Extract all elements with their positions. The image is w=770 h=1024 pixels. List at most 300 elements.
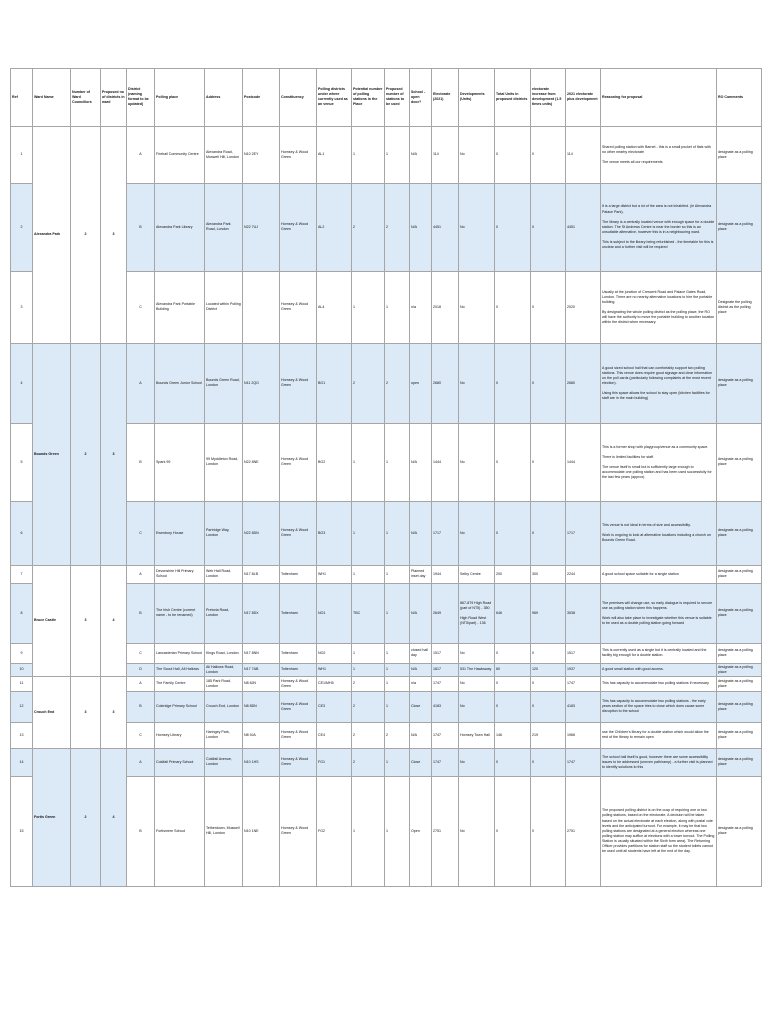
table-row bbox=[11, 565, 762, 583]
constituency-cell: Tottenham bbox=[280, 565, 317, 583]
district-cell: A bbox=[127, 565, 155, 583]
district-cell: C bbox=[127, 643, 155, 663]
ro-cell: designate as a polling place bbox=[717, 676, 762, 691]
current-district-cell: FG1 bbox=[317, 748, 352, 776]
reasoning-paragraph: Work will also take place to investigate whether this venue is suitable to be used as a double polling station going forward bbox=[602, 615, 712, 625]
reasoning-cell bbox=[601, 271, 717, 343]
postcode-cell: N10 2EY bbox=[243, 126, 280, 183]
electorate-cell: 2680 bbox=[432, 343, 459, 423]
ref-cell: 7 bbox=[11, 565, 33, 583]
proposed-cell: 1 bbox=[385, 776, 410, 886]
ro-cell: designate as a polling place bbox=[717, 643, 762, 663]
electorate-cell: 2649 bbox=[432, 583, 459, 643]
ward-councillors-cell: 2 bbox=[71, 343, 101, 565]
postcode-cell: N22 8DN bbox=[243, 501, 280, 565]
total-electorate-cell: 4183 bbox=[566, 691, 601, 722]
potential-cell: 1 bbox=[352, 271, 385, 343]
reasoning-paragraph: Usually at the junction of Crescent Road and Palace Gates Road, London. There are no nearby alternative locations to hire the portable building. bbox=[602, 289, 713, 304]
potential-cell: 2 bbox=[352, 691, 385, 722]
proposed-cell: 1 bbox=[385, 423, 410, 501]
ward-councillors-cell: 2 bbox=[71, 126, 101, 343]
polling-place-cell: Coldfall Primary School bbox=[155, 748, 205, 776]
constituency-cell: Hornsey & Wood Green bbox=[280, 183, 317, 271]
header-cell: Ref bbox=[11, 69, 33, 127]
constituency-cell: Tottenham bbox=[280, 663, 317, 676]
address-cell: Pretoria Road, London bbox=[205, 583, 243, 643]
total-electorate-cell: 1717 bbox=[566, 501, 601, 565]
reasoning-paragraph: The library is a centrally located venue with enough space for a double station. The St Andrews Centre is near the border so this is an unsuitable alternative, however this is in a neighbouring ward. bbox=[602, 219, 715, 234]
reasoning-paragraph: This venue is not ideal in terms of size and accessibility. bbox=[602, 523, 691, 528]
reasoning-cell bbox=[601, 776, 717, 886]
total-units-cell: 0 bbox=[495, 271, 531, 343]
potential-cell: 1 bbox=[352, 423, 385, 501]
developments-cell: No bbox=[459, 643, 495, 663]
address-cell: Located within Polling District bbox=[205, 271, 243, 343]
developments-cell: No bbox=[459, 748, 495, 776]
increase-cell: 0 bbox=[531, 643, 566, 663]
proposed-cell: 1 bbox=[385, 663, 410, 676]
district-cell: B bbox=[127, 423, 155, 501]
potential-cell: 1 bbox=[352, 565, 385, 583]
address-cell: 185 Park Road, London bbox=[205, 676, 243, 691]
reasoning-cell bbox=[601, 676, 717, 691]
constituency-cell: Hornsey & Wood Green bbox=[280, 126, 317, 183]
constituency-cell: Hornsey & Wood Green bbox=[280, 343, 317, 423]
table-row bbox=[11, 748, 762, 776]
school-cell: Close bbox=[410, 691, 432, 722]
table-row bbox=[11, 343, 762, 423]
ward-councillors-cell: 2 bbox=[71, 748, 101, 886]
electorate-cell: 2018 bbox=[432, 271, 459, 343]
postcode-cell: N22 7UJ bbox=[243, 183, 280, 271]
school-cell: open bbox=[410, 343, 432, 423]
total-units-cell: 0 bbox=[495, 501, 531, 565]
increase-cell: 219 bbox=[531, 722, 566, 748]
header-cell: Electorate (2021) bbox=[432, 69, 459, 127]
postcode-cell bbox=[243, 271, 280, 343]
ref-cell: 15 bbox=[11, 776, 33, 886]
total-electorate-cell: 1747 bbox=[566, 748, 601, 776]
header-cell: Potential number of polling stations in the Place bbox=[352, 69, 385, 127]
proposed-cell: 2 bbox=[385, 722, 410, 748]
postcode-cell: N8 8DN bbox=[243, 691, 280, 722]
increase-cell: 0 bbox=[531, 271, 566, 343]
school-cell: Close bbox=[410, 748, 432, 776]
polling-place-cell: Hornsey Library bbox=[155, 722, 205, 748]
header-cell: School - open door? bbox=[410, 69, 432, 127]
district-cell: B bbox=[127, 583, 155, 643]
postcode-cell: N17 8NN bbox=[243, 643, 280, 663]
potential-cell: 1 bbox=[352, 501, 385, 565]
reasoning-paragraph: A good school space suitable for a single station bbox=[602, 571, 679, 576]
ref-cell: 3 bbox=[11, 271, 33, 343]
developments-cell: No bbox=[459, 423, 495, 501]
proposed-cell: 1 bbox=[385, 565, 410, 583]
ref-cell: 2 bbox=[11, 183, 33, 271]
ward-name-cell: Bounds Green bbox=[33, 343, 71, 565]
ref-cell: 8 bbox=[11, 583, 33, 643]
polling-place-cell: Coleridge Primary School bbox=[155, 691, 205, 722]
current-district-cell: CE3 bbox=[317, 691, 352, 722]
reasoning-cell bbox=[601, 643, 717, 663]
potential-cell: 1 bbox=[352, 126, 385, 183]
total-units-cell: 0 bbox=[495, 776, 531, 886]
constituency-cell: Hornsey & Wood Green bbox=[280, 423, 317, 501]
current-district-cell: AL2 bbox=[317, 183, 352, 271]
ro-cell: designate as a polling place bbox=[717, 423, 762, 501]
ward-councillors-cell: 3 bbox=[71, 676, 101, 748]
polling-place-cell: The Family Centre bbox=[155, 676, 205, 691]
potential-cell: 2 bbox=[352, 343, 385, 423]
reasoning-paragraph: Using this space allows the school to stay open (kitchen facilities for staff are in the main building) bbox=[602, 390, 710, 400]
ro-cell: designate as a polling place bbox=[717, 343, 762, 423]
reasoning-paragraph: Shared polling station with Barnet - this is a small pocket of flats with no other nearby electorate bbox=[602, 144, 711, 154]
district-cell: B bbox=[127, 776, 155, 886]
current-district-cell: NO1 bbox=[317, 583, 352, 643]
electorate-cell: 1517 bbox=[432, 643, 459, 663]
reasoning-cell bbox=[601, 663, 717, 676]
total-electorate-cell: 1747 bbox=[566, 676, 601, 691]
header-cell: RO Comments bbox=[717, 69, 762, 127]
postcode-cell: N10 1NE bbox=[243, 776, 280, 886]
address-cell: Alexandra Park Road, London bbox=[205, 183, 243, 271]
polling-place-cell: Fireball Community Centre bbox=[155, 126, 205, 183]
total-electorate-cell: 2244 bbox=[566, 565, 601, 583]
constituency-cell: Tottenham bbox=[280, 583, 317, 643]
ward-districts-cell: 3 bbox=[101, 676, 127, 748]
electorate-cell: 4451 bbox=[432, 183, 459, 271]
polling-place-cell: Spark 99 bbox=[155, 423, 205, 501]
ref-cell: 13 bbox=[11, 722, 33, 748]
school-cell: Planned inset day bbox=[410, 565, 432, 583]
address-cell: Bounds Green Road, London bbox=[205, 343, 243, 423]
ref-cell: 5 bbox=[11, 423, 33, 501]
total-electorate-cell: 1937 bbox=[566, 663, 601, 676]
postcode-cell: N17 7AB bbox=[243, 663, 280, 676]
potential-cell: 2 bbox=[352, 722, 385, 748]
current-district-cell: BG2 bbox=[317, 423, 352, 501]
ref-cell: 9 bbox=[11, 643, 33, 663]
reasoning-cell bbox=[601, 183, 717, 271]
current-district-cell: CE4 bbox=[317, 722, 352, 748]
ref-cell: 10 bbox=[11, 663, 33, 676]
school-cell: N/A bbox=[410, 663, 432, 676]
current-district-cell: FG2 bbox=[317, 776, 352, 886]
polling-place-cell: Ewenbury House bbox=[155, 501, 205, 565]
school-cell: Open bbox=[410, 776, 432, 886]
address-cell: All Hallows Road, London bbox=[205, 663, 243, 676]
ro-cell: Designate the polling district as the polling place bbox=[717, 271, 762, 343]
proposed-cell: 1 bbox=[385, 126, 410, 183]
ref-cell: 12 bbox=[11, 691, 33, 722]
header-cell: Number of Ward Councillors bbox=[71, 69, 101, 127]
total-electorate-cell: 4451 bbox=[566, 183, 601, 271]
polling-place-cell: The Irish Centre (current name - to be renamed) bbox=[155, 583, 205, 643]
reasoning-paragraph: The venue meets all our requirements bbox=[602, 159, 663, 164]
increase-cell: 969 bbox=[531, 583, 566, 643]
header-cell: Proposed no of districts in ward bbox=[101, 69, 127, 127]
total-units-cell: 0 bbox=[495, 676, 531, 691]
polling-place-cell: Bounds Green Junior School bbox=[155, 343, 205, 423]
district-cell: B bbox=[127, 183, 155, 271]
current-district-cell: WH1 bbox=[317, 565, 352, 583]
header-cell: Developments (Units) bbox=[459, 69, 495, 127]
constituency-cell: Hornsey & Wood Green bbox=[280, 776, 317, 886]
constituency-cell: Hornsey & Wood Green bbox=[280, 271, 317, 343]
header-cell: electorate increase from development (1.5 times units) bbox=[531, 69, 566, 127]
electorate-cell: 1747 bbox=[432, 722, 459, 748]
ro-cell: designate as a polling place bbox=[717, 501, 762, 565]
electorate-cell: 1444 bbox=[432, 423, 459, 501]
current-district-cell: NO2 bbox=[317, 643, 352, 663]
reasoning-paragraph: There is limited facilities for staff. bbox=[602, 454, 655, 459]
proposed-cell: 2 bbox=[385, 343, 410, 423]
header-cell: District (naming format to be updated) bbox=[127, 69, 155, 127]
increase-cell: 120 bbox=[531, 663, 566, 676]
district-cell: A bbox=[127, 343, 155, 423]
reasoning-paragraph: use the Children's library for a double station which would allow the rest of the library to remain open bbox=[602, 730, 709, 740]
table-row bbox=[11, 676, 762, 691]
total-units-cell: 146 bbox=[495, 722, 531, 748]
reasoning-cell bbox=[601, 126, 717, 183]
address-cell: Partridge Way, London bbox=[205, 501, 243, 565]
header-cell: Constituency bbox=[280, 69, 317, 127]
school-cell: n/a bbox=[410, 676, 432, 691]
increase-cell: 0 bbox=[531, 183, 566, 271]
electorate-cell: 1717 bbox=[432, 501, 459, 565]
potential-cell: 2 bbox=[352, 748, 385, 776]
school-cell: N/A bbox=[410, 501, 432, 565]
ro-cell: designate as a polling place bbox=[717, 748, 762, 776]
reasoning-cell bbox=[601, 423, 717, 501]
increase-cell: 0 bbox=[531, 501, 566, 565]
potential-cell: 1 bbox=[352, 663, 385, 676]
potential-cell: 1 bbox=[352, 776, 385, 886]
developments-cell: Hornsey Town Hall bbox=[459, 722, 495, 748]
school-cell: n/a bbox=[410, 271, 432, 343]
developments-cell: 867-879 High Road (part of NT5) - 350 High Road West (NT5/part) - 136 bbox=[459, 583, 495, 643]
district-cell: B bbox=[127, 691, 155, 722]
district-cell: C bbox=[127, 722, 155, 748]
total-units-cell: 0 bbox=[495, 126, 531, 183]
header-cell: Total Units in proposed districts bbox=[495, 69, 531, 127]
table-row bbox=[11, 126, 762, 183]
ref-cell: 4 bbox=[11, 343, 33, 423]
ro-cell: designate as a polling place bbox=[717, 565, 762, 583]
constituency-cell: Tottenham bbox=[280, 643, 317, 663]
reasoning-paragraph: The venue itself is small but is sufficiently large enough to accommodate one polling station and has been used successfully for the last few years (approx). bbox=[602, 464, 712, 479]
constituency-cell: Hornsey & Wood Green bbox=[280, 676, 317, 691]
reasoning-paragraph: By designating the whole polling district as the polling place, the RO will have the authority to move the portable building to another location within the district when necessary. bbox=[602, 309, 715, 324]
reasoning-cell bbox=[601, 501, 717, 565]
developments-cell: No bbox=[459, 691, 495, 722]
potential-cell: 1 bbox=[352, 643, 385, 663]
ward-councillors-cell: 3 bbox=[71, 565, 101, 676]
potential-cell: TBC bbox=[352, 583, 385, 643]
polling-districts-table bbox=[10, 68, 762, 887]
header-cell: Ward Name bbox=[33, 69, 71, 127]
reasoning-cell bbox=[601, 583, 717, 643]
increase-cell: 0 bbox=[531, 126, 566, 183]
current-district-cell: AL4 bbox=[317, 271, 352, 343]
address-cell: Alexandra Road, Muswell Hill, London bbox=[205, 126, 243, 183]
ro-cell: designate as a polling place bbox=[717, 583, 762, 643]
postcode-cell: N8 8JN bbox=[243, 676, 280, 691]
postcode-cell: N8 9JA bbox=[243, 722, 280, 748]
developments-cell: No bbox=[459, 183, 495, 271]
reasoning-paragraph: This has capacity to accommodate two polling stations if necessary bbox=[602, 681, 709, 686]
electorate-cell: 4183 bbox=[432, 691, 459, 722]
developments-cell: No bbox=[459, 271, 495, 343]
reasoning-paragraph: A good small station with good access. bbox=[602, 667, 664, 672]
ward-name-cell: Crouch End bbox=[33, 676, 71, 748]
total-electorate-cell: 1444 bbox=[566, 423, 601, 501]
increase-cell: 0 bbox=[531, 676, 566, 691]
proposed-cell: 1 bbox=[385, 691, 410, 722]
reasoning-cell bbox=[601, 722, 717, 748]
reasoning-cell bbox=[601, 565, 717, 583]
developments-cell: 531 The Hawksway bbox=[459, 663, 495, 676]
header-row bbox=[11, 69, 762, 127]
ward-name-cell: Bruce Castle bbox=[33, 565, 71, 676]
reasoning-paragraph: This has capacity to accommodate two polling stations - the early years section of the space tries to close which does cause some disruption to the school bbox=[602, 699, 706, 714]
electorate-cell: 2751 bbox=[432, 776, 459, 886]
postcode-cell: N17 8LB bbox=[243, 565, 280, 583]
reasoning-paragraph: The premises will change use, so early dialogue is required to secure use as polling station when this happens. bbox=[602, 600, 713, 610]
reasoning-paragraph: The proposed polling district is on the cusp of requiring one or two polling stations, based on the electorate. A decision will be taken based on the actual electorate at each election, along with postal vote levels and the anticipated turnout. For example, it may be that two polling stations are designated at a general election whereas one polling station may suffice at elections with a lower turnout. The Polling Station is usually situated within the Sixth form area). The Returning Officer provides partitions for station staff so the student toilets cannot be used until all students have left at the end of the day. bbox=[602, 808, 715, 854]
electorate-cell: 1944 bbox=[432, 565, 459, 583]
electorate-cell: 1817 bbox=[432, 663, 459, 676]
developments-cell: No bbox=[459, 126, 495, 183]
current-district-cell: WH1 bbox=[317, 663, 352, 676]
electorate-cell: 114 bbox=[432, 126, 459, 183]
increase-cell: 0 bbox=[531, 691, 566, 722]
header-cell: Address bbox=[205, 69, 243, 127]
developments-cell: No bbox=[459, 501, 495, 565]
ro-cell: designate as a polling place bbox=[717, 776, 762, 886]
table-body bbox=[11, 126, 762, 886]
ward-districts-cell: 3 bbox=[101, 126, 127, 343]
address-cell: Haringey Park, London bbox=[205, 722, 243, 748]
address-cell: 99 Myddleton Road, London bbox=[205, 423, 243, 501]
district-cell: A bbox=[127, 676, 155, 691]
ref-cell: 6 bbox=[11, 501, 33, 565]
ward-districts-cell: 3 bbox=[101, 343, 127, 565]
school-cell: N/A bbox=[410, 583, 432, 643]
reasoning-paragraph: A good sized school hall that can comfortably support two polling stations. This venue does require good signage and clear information on the poll cards (particularly following complaints at the most recent election). bbox=[602, 365, 713, 385]
total-units-cell: 646 bbox=[495, 583, 531, 643]
reasoning-paragraph: This is a former shop with playgroup/venue as a community space. bbox=[602, 444, 709, 449]
total-electorate-cell: 3538 bbox=[566, 583, 601, 643]
ro-cell: designate as a polling place bbox=[717, 691, 762, 722]
school-cell: closed hall day bbox=[410, 643, 432, 663]
address-cell: Coldfall Avenue, London bbox=[205, 748, 243, 776]
total-units-cell: 0 bbox=[495, 748, 531, 776]
increase-cell: 0 bbox=[531, 748, 566, 776]
ro-cell: designate as a polling place bbox=[717, 126, 762, 183]
proposed-cell: 1 bbox=[385, 676, 410, 691]
reasoning-cell bbox=[601, 343, 717, 423]
header-cell: Polling districts under where currently used as an venue bbox=[317, 69, 352, 127]
header-cell: Polling place bbox=[155, 69, 205, 127]
school-cell: N/A bbox=[410, 722, 432, 748]
district-cell: C bbox=[127, 271, 155, 343]
postcode-cell: N10 1HS bbox=[243, 748, 280, 776]
header-cell: Reasoning for proposal bbox=[601, 69, 717, 127]
header-cell: Postcode bbox=[243, 69, 280, 127]
reasoning-paragraph: Work is ongoing to look at alternative locations including a church on Bounds Green Road. bbox=[602, 533, 712, 543]
reasoning-paragraph: This is subject to the library being refurbished - the timetable for this is unclear and a further visit will be required bbox=[602, 239, 714, 250]
polling-place-cell: Fortismere School bbox=[155, 776, 205, 886]
polling-review-sheet bbox=[10, 68, 751, 887]
postcode-cell: N17 8DX bbox=[243, 583, 280, 643]
postcode-cell: N22 8NE bbox=[243, 423, 280, 501]
total-electorate-cell: 2020 bbox=[566, 271, 601, 343]
ref-cell: 11 bbox=[11, 676, 33, 691]
address-cell: Crouch End, London bbox=[205, 691, 243, 722]
school-cell: N/A bbox=[410, 183, 432, 271]
ref-cell: 1 bbox=[11, 126, 33, 183]
school-cell: N/A bbox=[410, 423, 432, 501]
district-cell: D bbox=[127, 663, 155, 676]
constituency-cell: Hornsey & Wood Green bbox=[280, 501, 317, 565]
school-cell: N/A bbox=[410, 126, 432, 183]
total-units-cell: 80 bbox=[495, 663, 531, 676]
proposed-cell: 1 bbox=[385, 501, 410, 565]
proposed-cell: 2 bbox=[385, 183, 410, 271]
address-cell: Weir Hall Road, London bbox=[205, 565, 243, 583]
ro-cell: designate as a polling place bbox=[717, 722, 762, 748]
developments-cell: Selby Centre bbox=[459, 565, 495, 583]
increase-cell: 0 bbox=[531, 423, 566, 501]
polling-place-cell: Alexandra Park Portable Building bbox=[155, 271, 205, 343]
district-cell: C bbox=[127, 501, 155, 565]
total-electorate-cell: 1517 bbox=[566, 643, 601, 663]
increase-cell: 300 bbox=[531, 565, 566, 583]
polling-place-cell: Alexandra Park Library bbox=[155, 183, 205, 271]
total-units-cell: 0 bbox=[495, 183, 531, 271]
developments-cell: No bbox=[459, 343, 495, 423]
ward-districts-cell: 4 bbox=[101, 748, 127, 886]
potential-cell: 2 bbox=[352, 676, 385, 691]
district-cell: A bbox=[127, 748, 155, 776]
reasoning-paragraph: It is a large district but a lot of the area is not inhabited. (ie Alexandra Palace Park). bbox=[602, 204, 712, 214]
ward-name-cell: Alexandra Park bbox=[33, 126, 71, 343]
total-units-cell: 0 bbox=[495, 343, 531, 423]
constituency-cell: Hornsey & Wood Green bbox=[280, 748, 317, 776]
reasoning-cell bbox=[601, 748, 717, 776]
total-units-cell: 0 bbox=[495, 423, 531, 501]
address-cell: Tetherdown, Muswell Hill, London bbox=[205, 776, 243, 886]
constituency-cell: Hornsey & Wood Green bbox=[280, 722, 317, 748]
constituency-cell: Hornsey & Wood Green bbox=[280, 691, 317, 722]
header-cell: Proposed number of stations to be used bbox=[385, 69, 410, 127]
proposed-cell: 1 bbox=[385, 748, 410, 776]
total-units-cell: 0 bbox=[495, 643, 531, 663]
proposed-cell: 1 bbox=[385, 643, 410, 663]
proposed-cell: 1 bbox=[385, 583, 410, 643]
ro-cell: designate as a polling place bbox=[717, 663, 762, 676]
developments-cell: No bbox=[459, 776, 495, 886]
total-electorate-cell: 114 bbox=[566, 126, 601, 183]
electorate-cell: 1747 bbox=[432, 676, 459, 691]
ro-cell: designate as a polling place bbox=[717, 183, 762, 271]
ref-cell: 14 bbox=[11, 748, 33, 776]
current-district-cell: BG3 bbox=[317, 501, 352, 565]
current-district-cell: BG1 bbox=[317, 343, 352, 423]
potential-cell: 2 bbox=[352, 183, 385, 271]
ward-name-cell: Fortis Green bbox=[33, 748, 71, 886]
